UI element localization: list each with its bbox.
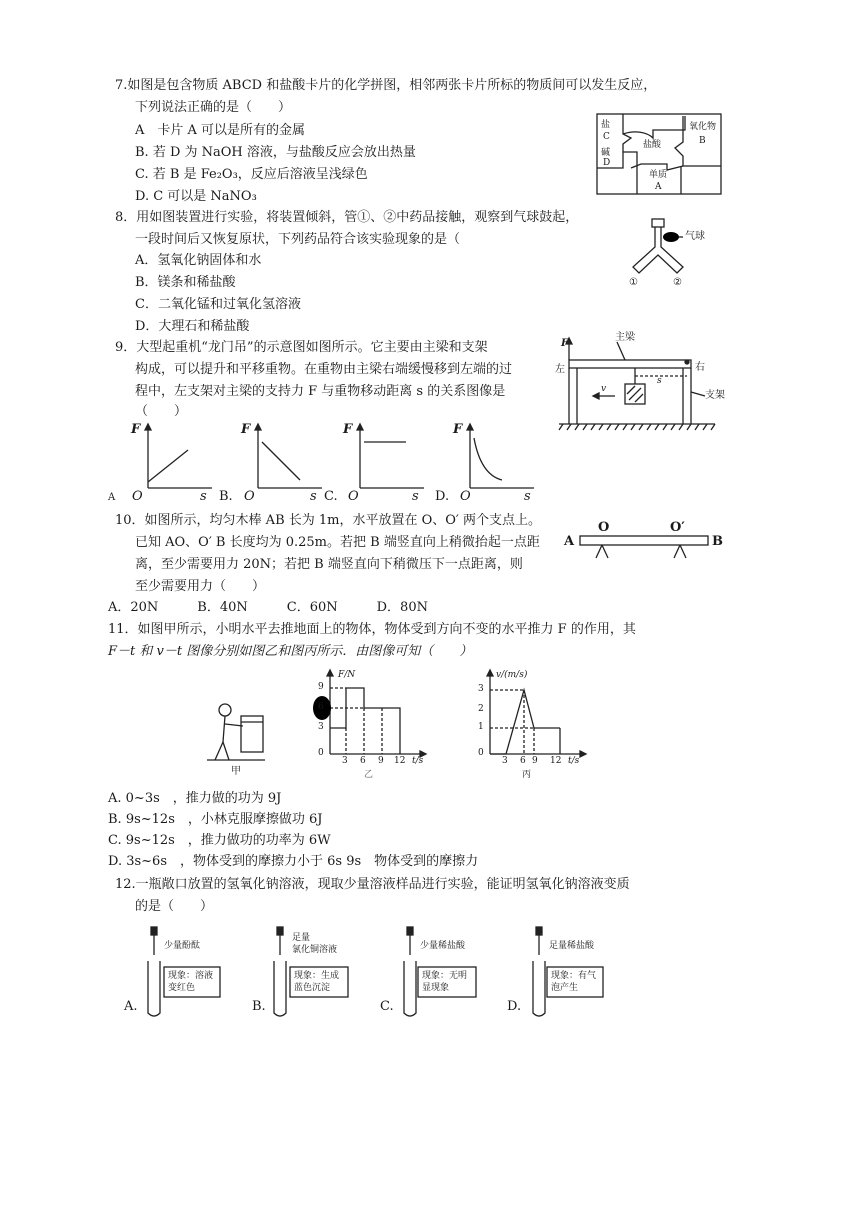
graph-a-origin: O [132, 489, 143, 504]
graph-b-origin: O [244, 489, 255, 504]
q7-option-b: B. 若 D 为 NaOH 溶液，与盐酸反应会放出热量 [135, 145, 416, 160]
f-t-tick-9: 9 [318, 682, 324, 692]
q9-stem-cont-3: （ ） [135, 404, 188, 419]
q12-stem: 12.一瓶敞口放置的氢氧化钠溶液，现取少量溶液样品进行实验，能证明氢氧化钠溶液变质 [115, 877, 630, 892]
lever-figure [562, 518, 732, 568]
lever-end-a: A [564, 534, 575, 549]
graph-b-s: s [310, 489, 317, 504]
f-t-tick-0: 0 [318, 748, 324, 758]
v-t-line [490, 690, 560, 754]
f-t-step-line [330, 688, 400, 754]
tube-1-label: ① [629, 277, 638, 288]
graph-d-origin: O [460, 489, 471, 504]
lever-end-b: B [712, 534, 723, 549]
v-t-tick-2: 2 [478, 704, 484, 714]
q9-stem-cont-2: 程中，左支架对主梁的支持力 F 与重物移动距离 s 的关系图像是 [135, 384, 506, 399]
test-tube-a [120, 925, 230, 1020]
f-t-x-tick-6: 6 [360, 756, 366, 766]
q10-options: A．20N B．40N C．60N D．80N [108, 600, 428, 615]
q9-option-graphs [0, 420, 860, 510]
tube-b-reagent-1: 足量 [292, 933, 311, 943]
graph-a-rising-line [148, 450, 188, 482]
main-beam-label: 主梁 [615, 332, 635, 343]
q9-stem-cont-1: 构成，可以提升和平移重物。在重物由主梁右端缓慢移到左端的过 [135, 362, 513, 377]
figure-bing-caption: 丙 [522, 770, 532, 780]
f-t-x-axis-label: t/s [412, 756, 424, 766]
test-tube-b [250, 925, 360, 1020]
q10-stem: 10．如图所示，均匀木棒 AB 长为 1m，水平放置在 O、O′ 两个支点上。 [115, 513, 542, 528]
puzzle-d-label: D [603, 158, 611, 168]
q8-option-a: A．氢氧化钠固体和水 [135, 253, 262, 268]
tube-c-reagent: 少量稀盐酸 [420, 941, 466, 951]
y-tube-apparatus-figure [625, 215, 715, 293]
figure-yi-caption: 乙 [364, 770, 374, 780]
figure-jia-caption: 甲 [231, 766, 241, 777]
q9-stem: 9．大型起重机“龙门吊”的示意图如图所示。它主要由主梁和支架 [115, 340, 488, 355]
tube-b-obs-2: 蓝色沉淀 [294, 983, 331, 993]
graph-d-s: s [524, 489, 531, 504]
tube-d-reagent: 足量稀盐酸 [549, 941, 595, 951]
q8-option-b: B．镁条和稀盐酸 [135, 275, 236, 290]
f-t-x-tick-12: 12 [394, 756, 406, 766]
left-end-label: 左 [555, 364, 565, 375]
q11-option-b: B. 9s~12s ，小林克服摩擦做功 6J [108, 812, 323, 827]
q10-stem-cont-3: 至少需要用力（ ） [135, 579, 266, 594]
q7-stem-cont: 下列说法正确的是（ ） [135, 100, 292, 115]
pivot-o-label: O [598, 520, 610, 535]
velocity-v-label: v [601, 384, 607, 394]
puzzle-c-label: C [603, 132, 610, 142]
v-t-x-tick-12: 12 [550, 756, 562, 766]
q8-option-d: D．大理石和稀盐酸 [135, 319, 250, 334]
q11-option-d: D. 3s~6s ，物体受到的摩擦力小于 6s 9s 物体受到的摩擦力 [108, 854, 479, 869]
tube-a-obs-2: 变红色 [168, 983, 196, 993]
f-t-tick-3: 3 [318, 722, 324, 732]
q9-option-a-letter: A [108, 492, 116, 503]
q11-stem-cont: F－t 和 v－t 图像分别如图乙和图丙所示．由图像可知（ ） [108, 644, 473, 659]
q8-option-c: C．二氧化锰和过氧化氢溶液 [135, 297, 301, 312]
y-tube-drawing [625, 215, 715, 293]
graph-c-s: s [412, 489, 419, 504]
tube-a-reagent: 少量酚酞 [164, 941, 201, 951]
force-f-label: F [561, 338, 569, 349]
test-tube-d [505, 925, 615, 1020]
f-t-x-tick-9: 9 [378, 756, 384, 766]
graph-c-origin: O [348, 489, 359, 504]
puzzle-oxide-label: 氧化物 [689, 122, 717, 132]
v-t-x-tick-6: 6 [520, 756, 526, 766]
puzzle-salt-label: 盐 [601, 120, 611, 130]
support-label: 支架 [705, 390, 725, 401]
test-tube-c [378, 925, 488, 1020]
tube-2-label: ② [673, 277, 682, 288]
tube-b-reagent-2: 氯化铜溶液 [292, 945, 338, 955]
v-t-x-tick-3: 3 [502, 756, 508, 766]
q9-option-c-letter: C. [324, 489, 338, 504]
v-t-graph-figure [470, 668, 600, 783]
tube-b-letter: B. [252, 999, 266, 1014]
v-t-x-axis-label: t/s [568, 756, 580, 766]
q11-stem: 11．如图甲所示，小明水平去推地面上的物体，物体受到方向不变的水平推力 F 的作用，其 [108, 622, 636, 637]
q8-stem: 8．用如图装置进行实验，将装置倾斜，管①、②中药品接触，观察到气球鼓起， [115, 210, 579, 225]
graph-c-f-label: F [343, 422, 353, 437]
puzzle-b-label: B [699, 136, 706, 146]
graph-a-s: s [200, 489, 207, 504]
q9-option-b-letter: B. [219, 489, 233, 504]
graph-b-f-label: F [241, 422, 251, 437]
tube-b-obs-1: 现象：生成 [294, 971, 340, 981]
puzzle-a-label: A [655, 182, 662, 192]
v-t-tick-1: 1 [478, 722, 484, 732]
balloon-label: 气球 [685, 231, 705, 242]
tube-c-obs-1: 现象：无明 [422, 971, 468, 981]
tube-a-letter: A. [124, 999, 138, 1014]
q7-option-d: D. C 可以是 NaNO₃ [135, 189, 257, 204]
pivot-o-prime-label: O′ [670, 520, 685, 535]
v-t-x-tick-9: 9 [532, 756, 538, 766]
f-t-graph-figure [300, 668, 430, 783]
chemistry-puzzle-figure [595, 112, 723, 197]
puzzle-element-label: 单质 [649, 170, 668, 180]
tube-c-obs-2: 显现象 [422, 983, 450, 993]
q10-stem-cont-2: 离，至少需要用力 20N；若把 B 端竖直向下稍微压下一点距离，则 [135, 557, 523, 572]
tube-d-obs-1: 现象：有气 [551, 971, 597, 981]
q7-stem: 7.如图是包含物质 ABCD 和盐酸卡片的化学拼图，相邻两张卡片所标的物质间可以发生反应， [115, 78, 657, 93]
puzzle-base-label: 碱 [601, 148, 611, 158]
graph-d-curve [474, 438, 502, 480]
v-t-tick-3: 3 [478, 684, 484, 694]
graph-b-falling-line [262, 442, 300, 480]
q10-stem-cont-1: 已知 AO、O′ B 长度均为 0.25m。若把 B 端竖直向上稍微抬起一点距 [135, 535, 540, 550]
tube-d-letter: D. [507, 999, 522, 1014]
q9-option-d-letter: D. [435, 489, 450, 504]
q7-option-c: C. 若 B 是 Fe₂O₃，反应后溶液呈浅绿色 [135, 167, 368, 182]
q11-option-c: C. 9s~12s ，推力做功的功率为 6W [108, 833, 331, 848]
f-t-x-tick-3: 3 [342, 756, 348, 766]
q12-stem-cont: 的是（ ） [135, 899, 214, 914]
f-t-tick-6: 6 [318, 702, 324, 712]
v-t-tick-0: 0 [478, 748, 484, 758]
graph-a-f-label: F [131, 422, 141, 437]
distance-s-label: s [657, 376, 662, 386]
lever-drawing [562, 518, 732, 568]
right-end-label: 右 [695, 362, 705, 373]
graph-d-f-label: F [453, 422, 463, 437]
tube-d-obs-2: 泡产生 [551, 983, 579, 993]
q7-option-a: A 卡片 A 可以是所有的金属 [135, 123, 306, 138]
person-pushing-figure [205, 700, 265, 780]
q8-stem-cont: 一段时间后又恢复原状，下列药品符合该实验现象的是（ [135, 232, 461, 247]
f-t-y-axis-label: F/N [338, 670, 356, 680]
v-t-y-axis-label: v/(m/s) [496, 670, 528, 680]
puzzle-acid-label: 盐酸 [643, 140, 662, 150]
tube-c-letter: C. [380, 999, 394, 1014]
tube-a-obs-1: 现象：溶液 [168, 971, 214, 981]
q11-option-a: A. 0~3s ，推力做的功为 9J [108, 791, 282, 806]
